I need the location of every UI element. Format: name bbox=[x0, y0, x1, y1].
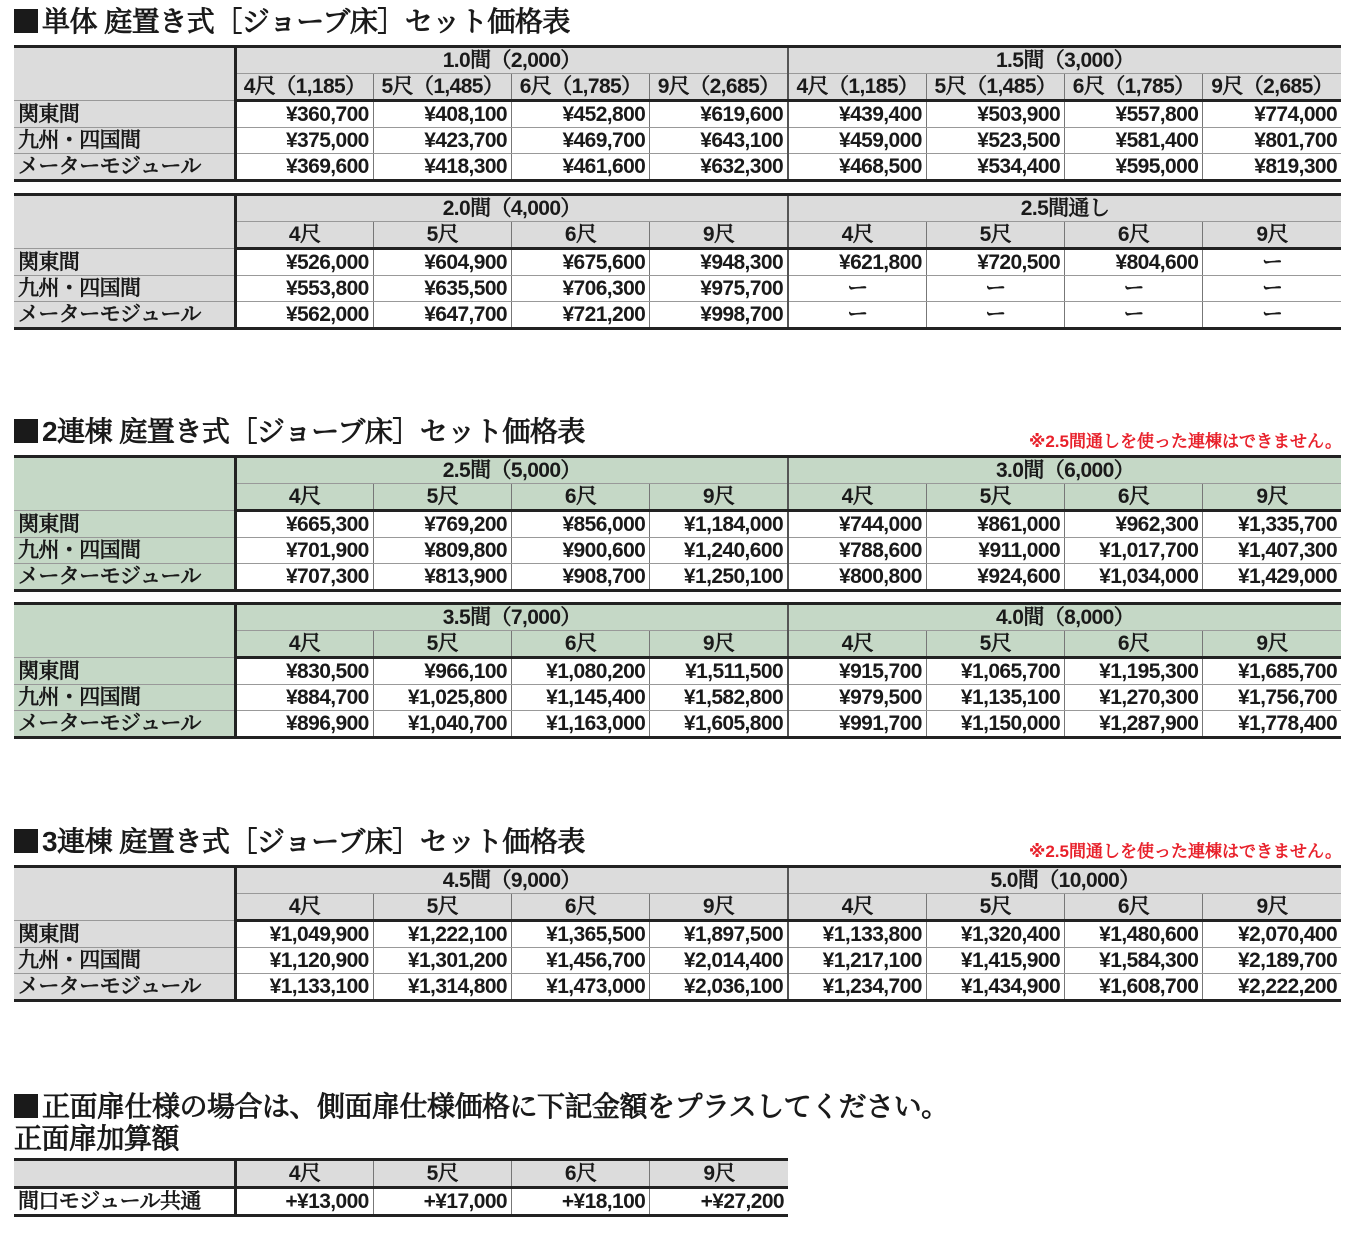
price-cell: ¥503,900 bbox=[926, 101, 1064, 128]
group-header: 3.5間（7,000） bbox=[235, 604, 788, 631]
group-header: 4.0間（8,000） bbox=[788, 604, 1341, 631]
corner-cell bbox=[14, 867, 235, 921]
price-cell: ¥998,700 bbox=[650, 302, 788, 329]
price-cell: ¥991,700 bbox=[788, 711, 926, 738]
price-cell: ¥1,480,600 bbox=[1065, 921, 1203, 948]
price-cell: ¥1,415,900 bbox=[926, 948, 1064, 974]
column-header: 9尺 bbox=[1203, 631, 1341, 658]
price-cell: ¥861,000 bbox=[926, 511, 1064, 538]
column-header: 9尺 bbox=[1203, 484, 1341, 511]
price-cell: ¥1,250,100 bbox=[650, 564, 788, 591]
table-row bbox=[14, 538, 1341, 564]
price-cell: ¥1,778,400 bbox=[1203, 711, 1341, 738]
column-header: 6尺 bbox=[1065, 894, 1203, 921]
price-cell: ¥1,195,300 bbox=[1065, 658, 1203, 685]
price-cell: ¥701,900 bbox=[235, 538, 373, 564]
price-cell: ¥632,300 bbox=[650, 154, 788, 181]
price-cell: ¥1,222,100 bbox=[373, 921, 511, 948]
price-cell: ¥801,700 bbox=[1203, 128, 1341, 154]
row-label: 関東間 bbox=[14, 511, 235, 538]
price-cell: ¥461,600 bbox=[512, 154, 650, 181]
price-cell: ¥665,300 bbox=[235, 511, 373, 538]
column-header: 6尺 bbox=[512, 1160, 650, 1188]
column-header: 4尺（1,185） bbox=[788, 74, 926, 101]
corner-cell bbox=[14, 1160, 235, 1188]
section-title bbox=[14, 5, 570, 39]
price-cell: ¥1,407,300 bbox=[1203, 538, 1341, 564]
price-cell: ¥408,100 bbox=[373, 101, 511, 128]
price-cell: ー bbox=[1065, 302, 1203, 329]
group-header-row bbox=[14, 47, 1341, 74]
column-header: 6尺（1,785） bbox=[512, 74, 650, 101]
row-label: 九州・四国間 bbox=[14, 948, 235, 974]
table-row bbox=[14, 685, 1341, 711]
column-header: 6尺 bbox=[1065, 484, 1203, 511]
column-header: 5尺 bbox=[373, 222, 511, 249]
column-header: 9尺（2,685） bbox=[1203, 74, 1341, 101]
price-cell: ¥604,900 bbox=[373, 249, 511, 276]
price-cell: ¥884,700 bbox=[235, 685, 373, 711]
column-header: 9尺 bbox=[650, 222, 788, 249]
table-row bbox=[14, 658, 1341, 685]
table-row bbox=[14, 128, 1341, 154]
price-cell: ¥1,270,300 bbox=[1065, 685, 1203, 711]
row-label: メーターモジュール bbox=[14, 974, 235, 1001]
price-cell: ¥675,600 bbox=[512, 249, 650, 276]
table-row bbox=[14, 974, 1341, 1001]
table-row bbox=[14, 1188, 788, 1216]
row-label: 関東間 bbox=[14, 921, 235, 948]
price-cell: ¥830,500 bbox=[235, 658, 373, 685]
price-cell: ¥1,584,300 bbox=[1065, 948, 1203, 974]
price-cell: ー bbox=[788, 302, 926, 329]
price-cell: ¥1,897,500 bbox=[650, 921, 788, 948]
column-header: 4尺 bbox=[235, 222, 373, 249]
price-cell: ¥1,133,100 bbox=[235, 974, 373, 1001]
table-row bbox=[14, 154, 1341, 181]
column-header: 9尺 bbox=[650, 894, 788, 921]
row-label: 九州・四国間 bbox=[14, 276, 235, 302]
row-label: 関東間 bbox=[14, 101, 235, 128]
price-cell: ¥788,600 bbox=[788, 538, 926, 564]
price-cell: ¥635,500 bbox=[373, 276, 511, 302]
price-cell: ー bbox=[1203, 302, 1341, 329]
price-cell: ¥1,217,100 bbox=[788, 948, 926, 974]
price-cell: ¥1,473,000 bbox=[512, 974, 650, 1001]
price-cell: +¥18,100 bbox=[512, 1188, 650, 1216]
price-cell: ¥643,100 bbox=[650, 128, 788, 154]
price-cell: ¥1,034,000 bbox=[1065, 564, 1203, 591]
square-bullet-icon bbox=[14, 419, 38, 443]
price-cell: ¥1,287,900 bbox=[1065, 711, 1203, 738]
row-label: メーターモジュール bbox=[14, 711, 235, 738]
column-header: 4尺 bbox=[235, 1160, 373, 1188]
corner-cell bbox=[14, 195, 235, 249]
front-door-title-text: 正面扉仕様の場合は、側面扉仕様価格に下記金額をプラスしてください。 bbox=[42, 1091, 949, 1122]
table-row bbox=[14, 564, 1341, 591]
price-cell: ¥360,700 bbox=[235, 101, 373, 128]
price-cell: ¥1,025,800 bbox=[373, 685, 511, 711]
price-cell: ¥452,800 bbox=[512, 101, 650, 128]
row-label: メーターモジュール bbox=[14, 564, 235, 591]
price-cell: ¥800,800 bbox=[788, 564, 926, 591]
column-header-row bbox=[14, 1160, 788, 1188]
column-header: 6尺 bbox=[1065, 222, 1203, 249]
price-cell: ¥744,000 bbox=[788, 511, 926, 538]
square-bullet-icon bbox=[14, 9, 38, 33]
price-cell: ¥439,400 bbox=[788, 101, 926, 128]
price-cell: ¥979,500 bbox=[788, 685, 926, 711]
row-label: 九州・四国間 bbox=[14, 685, 235, 711]
table-row bbox=[14, 921, 1341, 948]
front-door-table bbox=[14, 1158, 788, 1217]
price-cell: ¥375,000 bbox=[235, 128, 373, 154]
table-row bbox=[14, 511, 1341, 538]
group-header-row bbox=[14, 867, 1341, 894]
price-cell: ¥423,700 bbox=[373, 128, 511, 154]
price-cell: ¥2,036,100 bbox=[650, 974, 788, 1001]
column-header: 9尺 bbox=[650, 484, 788, 511]
price-cell: ¥813,900 bbox=[373, 564, 511, 591]
price-cell: ¥720,500 bbox=[926, 249, 1064, 276]
price-cell: ¥804,600 bbox=[1065, 249, 1203, 276]
column-header: 4尺 bbox=[788, 631, 926, 658]
price-cell: ¥526,000 bbox=[235, 249, 373, 276]
price-cell: ¥1,135,100 bbox=[926, 685, 1064, 711]
section-note: ※2.5間通しを使った連棟はできません。 bbox=[1028, 432, 1342, 451]
price-cell: ¥1,335,700 bbox=[1203, 511, 1341, 538]
group-header-row bbox=[14, 604, 1341, 631]
front-door-title bbox=[14, 1090, 949, 1124]
table-row bbox=[14, 101, 1341, 128]
price-cell: ¥1,301,200 bbox=[373, 948, 511, 974]
price-cell: ¥1,608,700 bbox=[1065, 974, 1203, 1001]
price-cell: ¥534,400 bbox=[926, 154, 1064, 181]
corner-cell bbox=[14, 47, 235, 101]
table-row bbox=[14, 249, 1341, 276]
price-cell: ¥2,222,200 bbox=[1203, 974, 1341, 1001]
table-row bbox=[14, 948, 1341, 974]
section-title bbox=[14, 825, 585, 859]
group-header: 1.0間（2,000） bbox=[235, 47, 788, 74]
price-cell: ¥962,300 bbox=[1065, 511, 1203, 538]
price-table bbox=[14, 45, 1341, 182]
price-cell: ¥1,314,800 bbox=[373, 974, 511, 1001]
price-cell: ¥1,365,500 bbox=[512, 921, 650, 948]
price-cell: ¥1,685,700 bbox=[1203, 658, 1341, 685]
group-header: 4.5間（9,000） bbox=[235, 867, 788, 894]
group-header-row bbox=[14, 195, 1341, 222]
price-cell: ー bbox=[1203, 249, 1341, 276]
price-cell: +¥27,200 bbox=[650, 1188, 788, 1216]
group-header: 2.5間通し bbox=[788, 195, 1341, 222]
column-header: 4尺 bbox=[235, 631, 373, 658]
row-label: メーターモジュール bbox=[14, 154, 235, 181]
square-bullet-icon bbox=[14, 829, 38, 853]
price-cell: ¥1,456,700 bbox=[512, 948, 650, 974]
price-cell: ー bbox=[1065, 276, 1203, 302]
column-header: 9尺 bbox=[1203, 894, 1341, 921]
price-cell: ー bbox=[926, 302, 1064, 329]
price-cell: ¥1,145,400 bbox=[512, 685, 650, 711]
column-header: 9尺 bbox=[1203, 222, 1341, 249]
column-header: 5尺（1,485） bbox=[373, 74, 511, 101]
price-cell: ¥915,700 bbox=[788, 658, 926, 685]
column-header: 4尺 bbox=[235, 484, 373, 511]
price-cell: ¥1,163,000 bbox=[512, 711, 650, 738]
price-cell: ¥908,700 bbox=[512, 564, 650, 591]
table-row bbox=[14, 302, 1341, 329]
price-cell: ¥1,756,700 bbox=[1203, 685, 1341, 711]
price-cell: ¥1,049,900 bbox=[235, 921, 373, 948]
row-label: 関東間 bbox=[14, 658, 235, 685]
column-header: 6尺（1,785） bbox=[1065, 74, 1203, 101]
group-header: 2.0間（4,000） bbox=[235, 195, 788, 222]
price-cell: ¥1,065,700 bbox=[926, 658, 1064, 685]
column-header: 9尺（2,685） bbox=[650, 74, 788, 101]
square-bullet-icon bbox=[14, 1094, 38, 1118]
price-cell: ¥856,000 bbox=[512, 511, 650, 538]
price-table bbox=[14, 193, 1341, 330]
price-cell: ¥966,100 bbox=[373, 658, 511, 685]
price-cell: ¥459,000 bbox=[788, 128, 926, 154]
price-cell: ¥523,500 bbox=[926, 128, 1064, 154]
price-cell: ¥1,240,600 bbox=[650, 538, 788, 564]
price-cell: +¥17,000 bbox=[373, 1188, 511, 1216]
column-header: 9尺 bbox=[650, 1160, 788, 1188]
group-header: 5.0間（10,000） bbox=[788, 867, 1341, 894]
price-cell: ¥1,234,700 bbox=[788, 974, 926, 1001]
price-table bbox=[14, 455, 1341, 592]
price-cell: ¥2,014,400 bbox=[650, 948, 788, 974]
price-cell: ¥924,600 bbox=[926, 564, 1064, 591]
price-cell: ¥1,040,700 bbox=[373, 711, 511, 738]
group-header-row bbox=[14, 457, 1341, 484]
price-cell: ¥647,700 bbox=[373, 302, 511, 329]
price-cell: ¥1,133,800 bbox=[788, 921, 926, 948]
column-header: 6尺 bbox=[512, 894, 650, 921]
column-header: 5尺 bbox=[373, 894, 511, 921]
column-header: 5尺 bbox=[926, 631, 1064, 658]
price-cell: ¥1,150,000 bbox=[926, 711, 1064, 738]
price-cell: ¥1,080,200 bbox=[512, 658, 650, 685]
section-title-text: 単体 庭置き式［ジョーブ床］セット価格表 bbox=[42, 6, 570, 37]
price-cell: ー bbox=[926, 276, 1064, 302]
price-cell: ¥1,017,700 bbox=[1065, 538, 1203, 564]
price-cell: ¥706,300 bbox=[512, 276, 650, 302]
section-title-text: 3連棟 庭置き式［ジョーブ床］セット価格表 bbox=[42, 826, 585, 857]
column-header: 9尺 bbox=[650, 631, 788, 658]
price-cell: ¥809,800 bbox=[373, 538, 511, 564]
corner-cell bbox=[14, 604, 235, 658]
price-cell: ¥2,189,700 bbox=[1203, 948, 1341, 974]
column-header: 6尺 bbox=[1065, 631, 1203, 658]
column-header: 5尺（1,485） bbox=[926, 74, 1064, 101]
price-cell: ¥553,800 bbox=[235, 276, 373, 302]
price-cell: ¥469,700 bbox=[512, 128, 650, 154]
section-title-text: 2連棟 庭置き式［ジョーブ床］セット価格表 bbox=[42, 416, 585, 447]
price-cell: ¥468,500 bbox=[788, 154, 926, 181]
price-cell: ¥911,000 bbox=[926, 538, 1064, 564]
column-header: 4尺 bbox=[788, 222, 926, 249]
price-table bbox=[14, 865, 1341, 1002]
column-header: 6尺 bbox=[512, 484, 650, 511]
column-header: 4尺（1,185） bbox=[235, 74, 373, 101]
price-cell: ¥581,400 bbox=[1065, 128, 1203, 154]
price-cell: ¥1,429,000 bbox=[1203, 564, 1341, 591]
column-header: 5尺 bbox=[373, 1160, 511, 1188]
price-cell: ¥1,320,400 bbox=[926, 921, 1064, 948]
price-cell: ¥1,120,900 bbox=[235, 948, 373, 974]
price-cell: ¥595,000 bbox=[1065, 154, 1203, 181]
price-cell: ¥562,000 bbox=[235, 302, 373, 329]
group-header: 2.5間（5,000） bbox=[235, 457, 788, 484]
price-cell: ¥707,300 bbox=[235, 564, 373, 591]
price-cell: ¥369,600 bbox=[235, 154, 373, 181]
price-cell: ー bbox=[1203, 276, 1341, 302]
column-header: 5尺 bbox=[373, 484, 511, 511]
column-header: 4尺 bbox=[788, 894, 926, 921]
corner-cell bbox=[14, 457, 235, 511]
section-title bbox=[14, 415, 585, 449]
column-header: 4尺 bbox=[788, 484, 926, 511]
price-cell: ¥619,600 bbox=[650, 101, 788, 128]
price-cell: ー bbox=[788, 276, 926, 302]
table-row bbox=[14, 711, 1341, 738]
column-header: 5尺 bbox=[373, 631, 511, 658]
price-cell: ¥896,900 bbox=[235, 711, 373, 738]
price-cell: ¥900,600 bbox=[512, 538, 650, 564]
column-header: 6尺 bbox=[512, 222, 650, 249]
row-label: 九州・四国間 bbox=[14, 538, 235, 564]
price-cell: ¥557,800 bbox=[1065, 101, 1203, 128]
price-cell: ¥819,300 bbox=[1203, 154, 1341, 181]
price-cell: ¥1,434,900 bbox=[926, 974, 1064, 1001]
price-cell: ¥1,605,800 bbox=[650, 711, 788, 738]
price-cell: ¥418,300 bbox=[373, 154, 511, 181]
price-cell: ¥621,800 bbox=[788, 249, 926, 276]
price-cell: ¥1,184,000 bbox=[650, 511, 788, 538]
group-header: 1.5間（3,000） bbox=[788, 47, 1341, 74]
row-label: 間口モジュール共通 bbox=[14, 1188, 235, 1216]
front-door-subtitle: 正面扉加算額 bbox=[14, 1123, 180, 1154]
section-note: ※2.5間通しを使った連棟はできません。 bbox=[1028, 842, 1342, 861]
group-header: 3.0間（6,000） bbox=[788, 457, 1341, 484]
column-header: 6尺 bbox=[512, 631, 650, 658]
price-cell: ¥769,200 bbox=[373, 511, 511, 538]
price-cell: ¥2,070,400 bbox=[1203, 921, 1341, 948]
price-cell: ¥975,700 bbox=[650, 276, 788, 302]
table-row bbox=[14, 276, 1341, 302]
column-header: 5尺 bbox=[926, 484, 1064, 511]
price-cell: ¥1,511,500 bbox=[650, 658, 788, 685]
column-header: 4尺 bbox=[235, 894, 373, 921]
price-cell: ¥1,582,800 bbox=[650, 685, 788, 711]
price-cell: ¥721,200 bbox=[512, 302, 650, 329]
price-cell: +¥13,000 bbox=[235, 1188, 373, 1216]
row-label: 関東間 bbox=[14, 249, 235, 276]
row-label: メーターモジュール bbox=[14, 302, 235, 329]
price-table bbox=[14, 602, 1341, 739]
column-header: 5尺 bbox=[926, 222, 1064, 249]
price-cell: ¥774,000 bbox=[1203, 101, 1341, 128]
column-header: 5尺 bbox=[926, 894, 1064, 921]
price-cell: ¥948,300 bbox=[650, 249, 788, 276]
row-label: 九州・四国間 bbox=[14, 128, 235, 154]
